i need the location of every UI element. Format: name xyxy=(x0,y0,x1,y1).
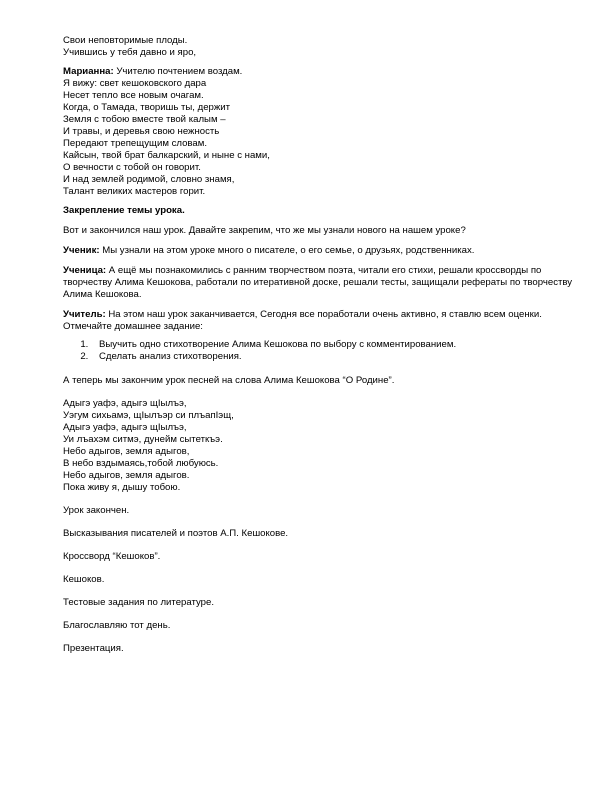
poem-line xyxy=(63,66,583,78)
homework-item: 2. Сделать анализ стихотворения. xyxy=(91,351,583,363)
document-page xyxy=(63,35,583,666)
end-item: Тестовые задания по литературе. xyxy=(63,597,215,608)
poem-line: Земля с тобою вместе твой калым – xyxy=(63,114,226,125)
speaker-marianna: Марианна: xyxy=(63,66,114,77)
section-title: Закрепление темы урока. xyxy=(63,205,185,216)
student-text: Мы узнали на этом уроке много о писателе, о его семье, о друзьях, родственниках. xyxy=(99,245,475,256)
song-line: Пока живу я, дышу тобою. xyxy=(63,482,181,493)
poem-line: Талант великих мастеров горит. xyxy=(63,186,206,197)
end-item: Урок закончен. xyxy=(63,505,130,516)
poem-first-line: Учителю почтением воздам. xyxy=(113,66,243,77)
poem-line: Свои неповторимые плоды. xyxy=(63,35,188,46)
poem-line: Учившись у тебя давно и яро, xyxy=(63,47,197,58)
song-lyrics xyxy=(63,398,583,494)
teacher-text: На этом наш урок заканчивается, Сегодня все поработали очень активно, я ставлю всем оценки. Отмечайте домашнее задание: xyxy=(63,309,542,332)
end-item: Презентация. xyxy=(63,643,124,654)
poem-line: И травы, и деревья свою нежность xyxy=(63,126,220,137)
homework-item: 1. Выучить одно стихотворение Алима Кешокова по выбору с комментированием. xyxy=(91,339,583,351)
end-item: Высказывания писателей и поэтов А.П. Кешокове. xyxy=(63,528,289,539)
homework-list xyxy=(63,339,583,363)
end-item: Благославляю тот день. xyxy=(63,620,171,631)
end-item: Кроссворд “Кешоков”. xyxy=(63,551,161,562)
poem-line: Кайсын, твой брат балкарский, и ныне с нами, xyxy=(63,150,270,161)
end-item: Кешоков. xyxy=(63,574,105,585)
song-intro: А теперь мы закончим урок песней на слова Алима Кешокова “О Родине”. xyxy=(63,375,395,386)
speaker-student-female: Ученица: xyxy=(63,265,107,276)
song-line: Небо адыгов, земля адыгов, xyxy=(63,446,190,457)
poem-line: Передают трепещущим словам. xyxy=(63,138,207,149)
song-line: Небо адыгов, земля адыгов. xyxy=(63,470,190,481)
student-female-answer xyxy=(63,265,583,301)
marianna-poem xyxy=(63,66,583,198)
song-line: Адыгэ уафэ, адыгэ щIылъэ, xyxy=(63,422,187,433)
poem-line: Несет тепло все новым очагам. xyxy=(63,90,204,101)
student-answer xyxy=(63,245,583,257)
speaker-student: Ученик: xyxy=(63,245,100,256)
song-line: Адыгэ уафэ, адыгэ щIылъэ, xyxy=(63,398,187,409)
poem-line: Я вижу: свет кешоковского дара xyxy=(63,78,207,89)
teacher-closing xyxy=(63,309,583,333)
speaker-teacher: Учитель: xyxy=(63,309,106,320)
poem-line: О вечности с тобой он говорит. xyxy=(63,162,201,173)
poem-line: Когда, о Тамада, творишь ты, держит xyxy=(63,102,231,113)
poem-intro xyxy=(63,35,583,59)
student-female-text: А ещё мы познакомились с ранним творчеством поэта, читали его стихи, решали кроссворды по творчеству Алима Кешокова, работали по итеративной доске, решали тесты, защищали рефераты по творчеству Алима Кешокова. xyxy=(63,265,573,300)
song-line: В небо вздымаясь,тобой любуюсь. xyxy=(63,458,219,469)
poem-line: И над землей родимой, словно знамя, xyxy=(63,174,235,185)
song-line: Уи лъахэм ситмэ, дунейм сытеткъэ. xyxy=(63,434,223,445)
teacher-question: Вот и закончился наш урок. Давайте закрепим, что же мы узнали нового на нашем уроке? xyxy=(63,225,466,236)
song-line: Уэгум сихьамэ, щIылъэр си плъапIэщ, xyxy=(63,410,234,421)
